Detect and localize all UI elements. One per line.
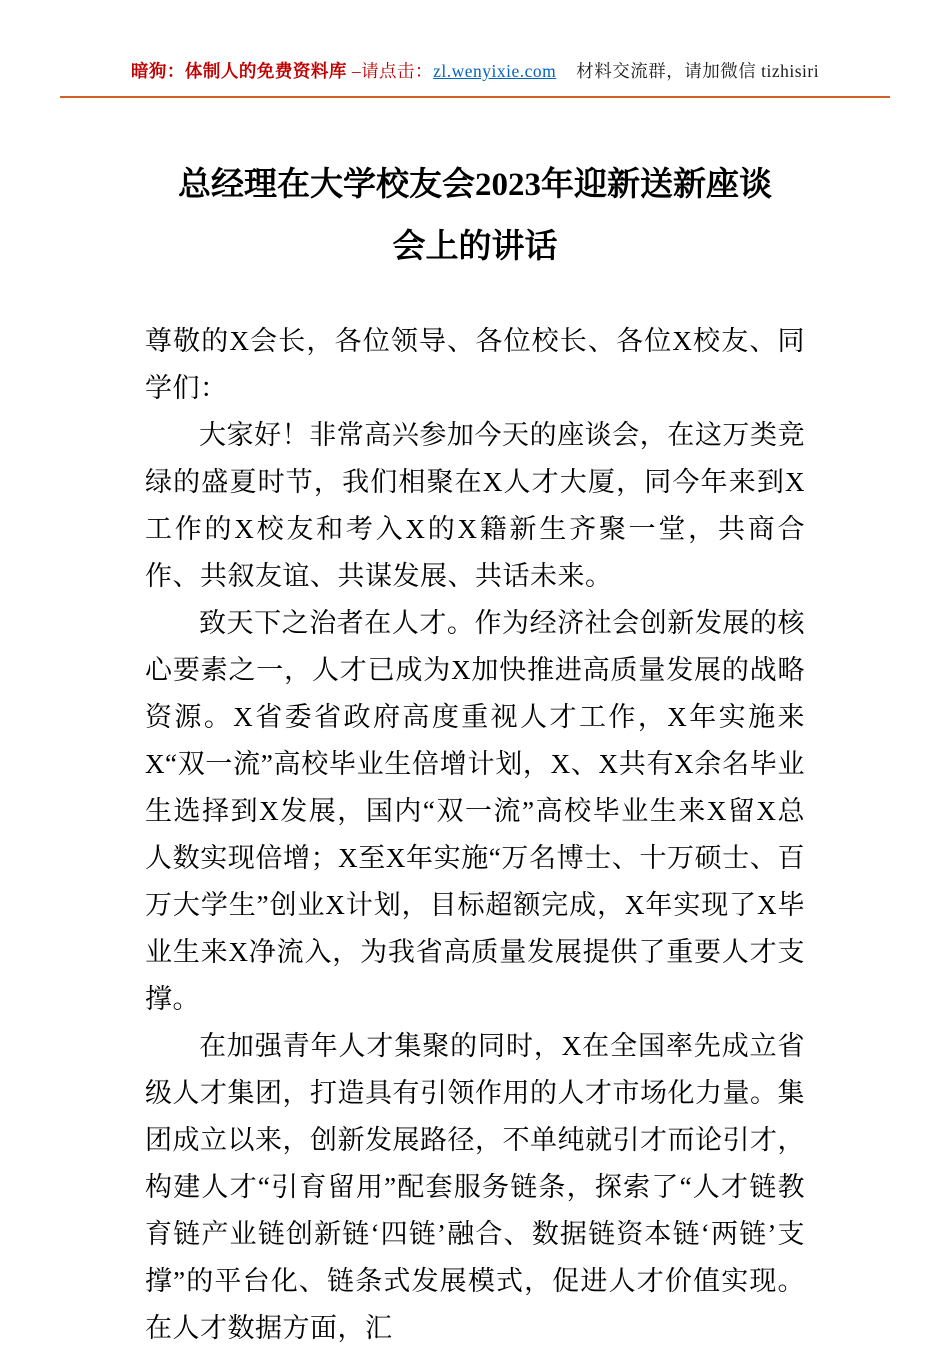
paragraph-talent-group: 在加强青年人才集聚的同时，X在全国率先成立省级人才集团，打造具有引领作用的人才市场化力量。集团成立以来，创新发展路径，不单纯就引才而论引才，构建人才“引育留用”配套服务链条，探索了“人才链教育链产业链创新链‘四链’融合、数据链资本链‘两链’支撑”的平台化、链条式发展模式，促进人才价值实现。在人才数据方面，汇: [145, 1031, 805, 1343]
header-prompt-text: –请点击：: [346, 61, 434, 81]
header-wechat-note: 材料交流群，请加微信 tizhisiri: [576, 61, 820, 81]
header-brand-text: 暗狗：体制人的免费资料库: [130, 61, 347, 81]
document-title-line1: 总经理在大学校友会2023年迎新送新座谈: [178, 167, 772, 203]
page-header: [0, 0, 950, 83]
document-title-line2: 会上的讲话: [392, 229, 558, 265]
document-title: [140, 154, 810, 278]
paragraph-salutation: 尊敬的X会长，各位领导、各位校长、各位X校友、同学们：: [145, 326, 805, 403]
paragraph-talent-strategy: 致天下之治者在人才。作为经济社会创新发展的核心要素之一，人才已成为X加快推进高质量发展的战略资源。X省委省政府高度重视人才工作，X年实施来X“双一流”高校毕业生倍增计划，X、X共有X余名毕业生选择到X发展，国内“双一流”高校毕业生来X留X总人数实现倍增；X至X年实施“万名博士、十万硕士、百万大学生”创业X计划，目标超额完成，X年实现了X毕业生来X净流入，为我省高质量发展提供了重要人才支撑。: [145, 608, 805, 1014]
document-body: [145, 318, 805, 1352]
header-divider: [60, 96, 890, 98]
paragraph-greeting: 大家好！非常高兴参加今天的座谈会，在这万类竞绿的盛夏时节，我们相聚在X人才大厦，同今年来到X工作的X校友和考入X的X籍新生齐聚一堂，共商合作、共叙友谊、共谋发展、共话未来。: [145, 420, 805, 591]
header-site-link[interactable]: zl.wenyixie.com: [433, 61, 557, 81]
